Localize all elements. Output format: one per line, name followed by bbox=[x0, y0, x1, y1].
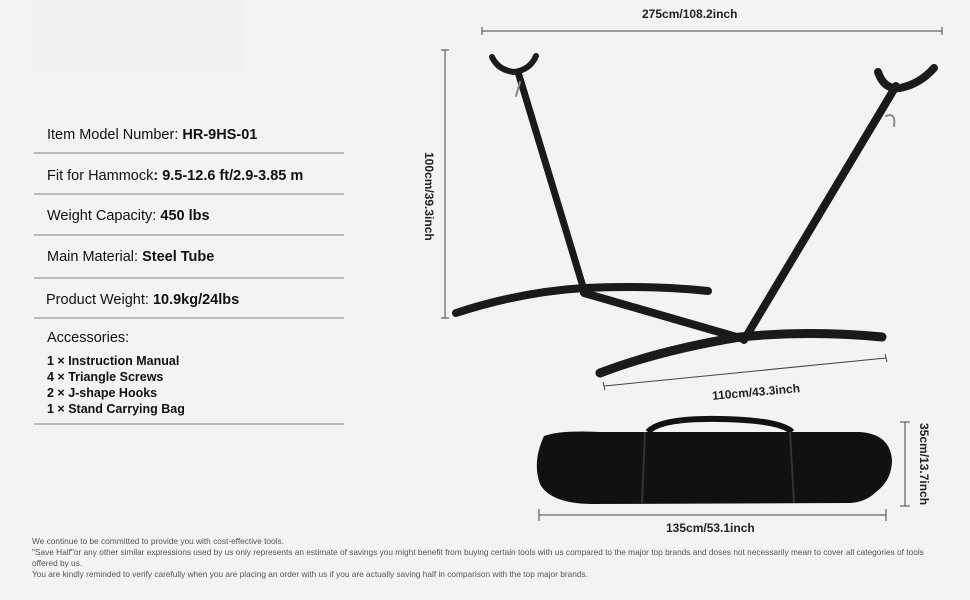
spec-value: : 9.5-12.6 ft/2.9-3.85 m bbox=[153, 168, 304, 184]
disclaimer bbox=[32, 536, 932, 580]
spec-label: Fit for Hammock bbox=[47, 168, 154, 184]
disclaimer-line: We continue to be committed to provide you with cost-effective tools. bbox=[32, 536, 284, 546]
spec-label: Main Material: bbox=[47, 249, 143, 265]
dim-base-label: 110cm/43.3inch bbox=[711, 381, 801, 403]
spec-value: 450 lbs bbox=[160, 208, 210, 224]
dim-bag-height-label: 35cm/13.7inch bbox=[917, 423, 931, 506]
accessory-item: 1 × Stand Carrying Bag bbox=[47, 402, 185, 416]
accessories-title: Accessories: bbox=[47, 330, 130, 346]
dim-height-label: 100cm/39.3inch bbox=[422, 152, 436, 241]
carrying-bag-illustration bbox=[537, 419, 892, 504]
dim-bag-length-label: 135cm/53.1inch bbox=[666, 521, 755, 535]
spec-label: Item Model Number: bbox=[47, 127, 183, 143]
hammock-stand-illustration bbox=[456, 56, 934, 373]
disclaimer-line: You are kindly reminded to verify carefully when you are placing an order with us if you are actually saving half in comparison with the top major brands. bbox=[32, 569, 588, 579]
spec-value: HR-9HS-01 bbox=[182, 127, 258, 143]
dim-width-label: 275cm/108.2inch bbox=[642, 7, 738, 21]
spec-label: Weight Capacity: bbox=[47, 208, 161, 224]
spec-value: 10.9kg/24lbs bbox=[152, 292, 240, 308]
accessory-item: 2 × J-shape Hooks bbox=[47, 386, 158, 400]
accessory-item: 4 × Triangle Screws bbox=[47, 370, 164, 384]
disclaimer-line: "Save Half"or any other similar expressions used by us only represents an estimate of savings you might benefit from buying certain tools with us compared to the major top brands and doses not necessarily mean to cover all categories of tools offered by us. bbox=[32, 547, 924, 568]
spec-label: Product Weight: bbox=[46, 292, 153, 308]
spec-value: Steel Tube bbox=[142, 249, 215, 265]
accessory-item: 1 × Instruction Manual bbox=[47, 354, 180, 368]
